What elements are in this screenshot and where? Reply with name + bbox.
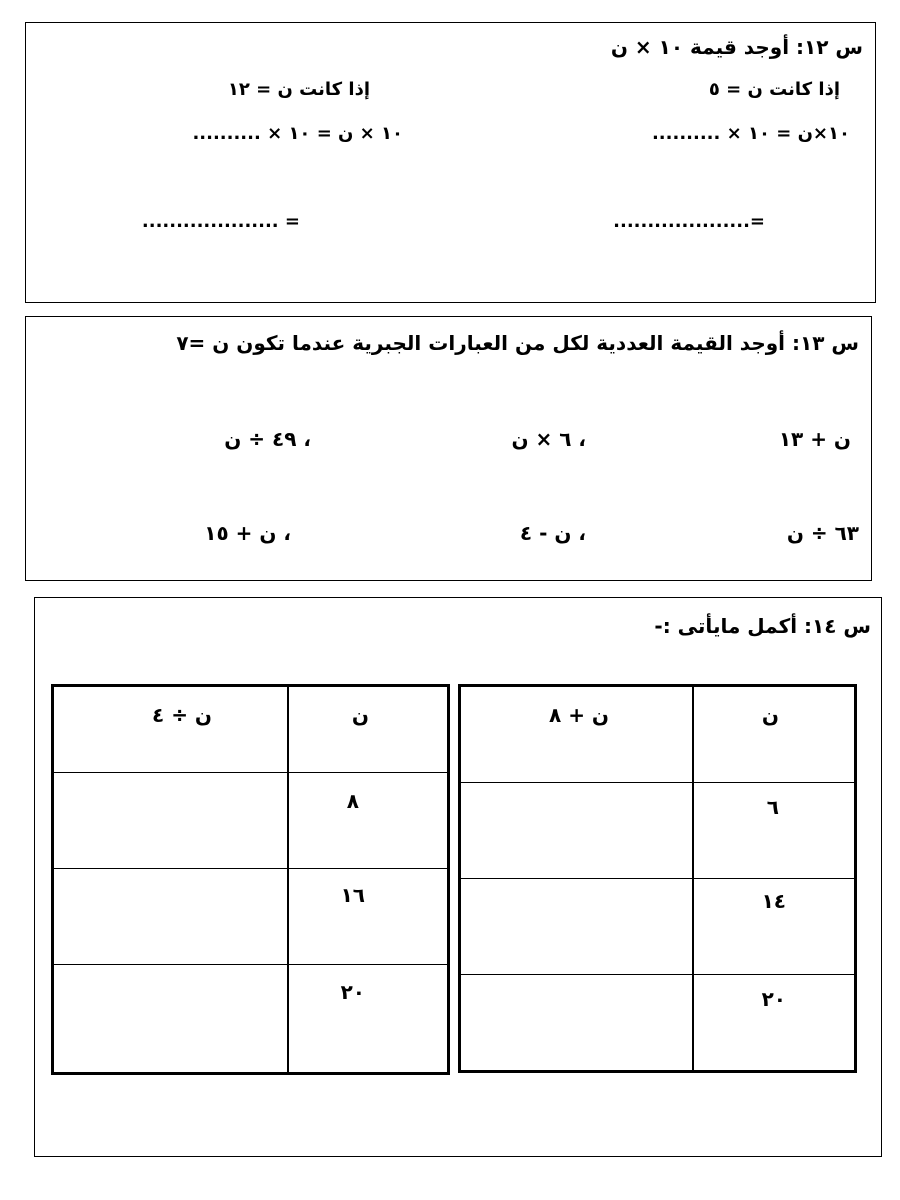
table-row-value: ١٤: [761, 889, 786, 913]
table-row-value: ١٦: [340, 883, 365, 907]
header-n: ن: [351, 703, 369, 727]
answer-cell[interactable]: [54, 773, 285, 868]
expression-6: ، ن + ١٥: [204, 521, 291, 545]
answer-cell[interactable]: [461, 975, 690, 1070]
question-13-box: [25, 316, 872, 581]
question-14-title: س ١٤: أكمل مايأتى :-: [654, 614, 871, 638]
expression-5: ، ن - ٤: [519, 521, 586, 545]
table-n-plus-8: [458, 684, 857, 1073]
table-row-value: ٢٠: [340, 980, 365, 1004]
expression-2: ، ٦ × ن: [511, 427, 586, 451]
answer-cell[interactable]: [54, 965, 285, 1070]
expression-1: ن + ١٣: [778, 427, 851, 451]
table-n-divided-by-4: [51, 684, 450, 1075]
answer-cell[interactable]: [54, 869, 285, 964]
table-row-value: ٨: [346, 789, 359, 813]
header-n: ن: [761, 703, 779, 727]
expression-3: ، ٤٩ ÷ ن: [224, 427, 311, 451]
work-line-n-5: ١٠×ن = ١٠ × ..........: [651, 123, 850, 144]
result-line-n-12: = ....................: [141, 211, 300, 232]
work-line-n-12: ١٠ × ن = ١٠ × ..........: [192, 123, 403, 144]
case-n-5-label: إذا كانت ن = ٥: [708, 79, 840, 100]
column-divider: [287, 687, 289, 1072]
question-12-title: س ١٢: أوجد قيمة ١٠ × ن: [610, 35, 863, 59]
expression-4: ٦٣ ÷ ن: [786, 521, 859, 545]
result-line-n-5: =....................: [613, 211, 765, 232]
answer-cell[interactable]: [461, 879, 690, 974]
header-n-divided-by-4: ن ÷ ٤: [152, 703, 212, 727]
question-13-title: س ١٣: أوجد القيمة العددية لكل من العبارات الجبرية عندما تكون ن =٧: [176, 331, 859, 355]
table-row-value: ٢٠: [761, 987, 786, 1011]
case-n-12-label: إذا كانت ن = ١٢: [227, 79, 370, 100]
question-12-box: [25, 22, 876, 303]
header-n-plus-8: ن + ٨: [549, 703, 609, 727]
answer-cell[interactable]: [461, 783, 690, 878]
table-row-value: ٦: [766, 795, 779, 819]
